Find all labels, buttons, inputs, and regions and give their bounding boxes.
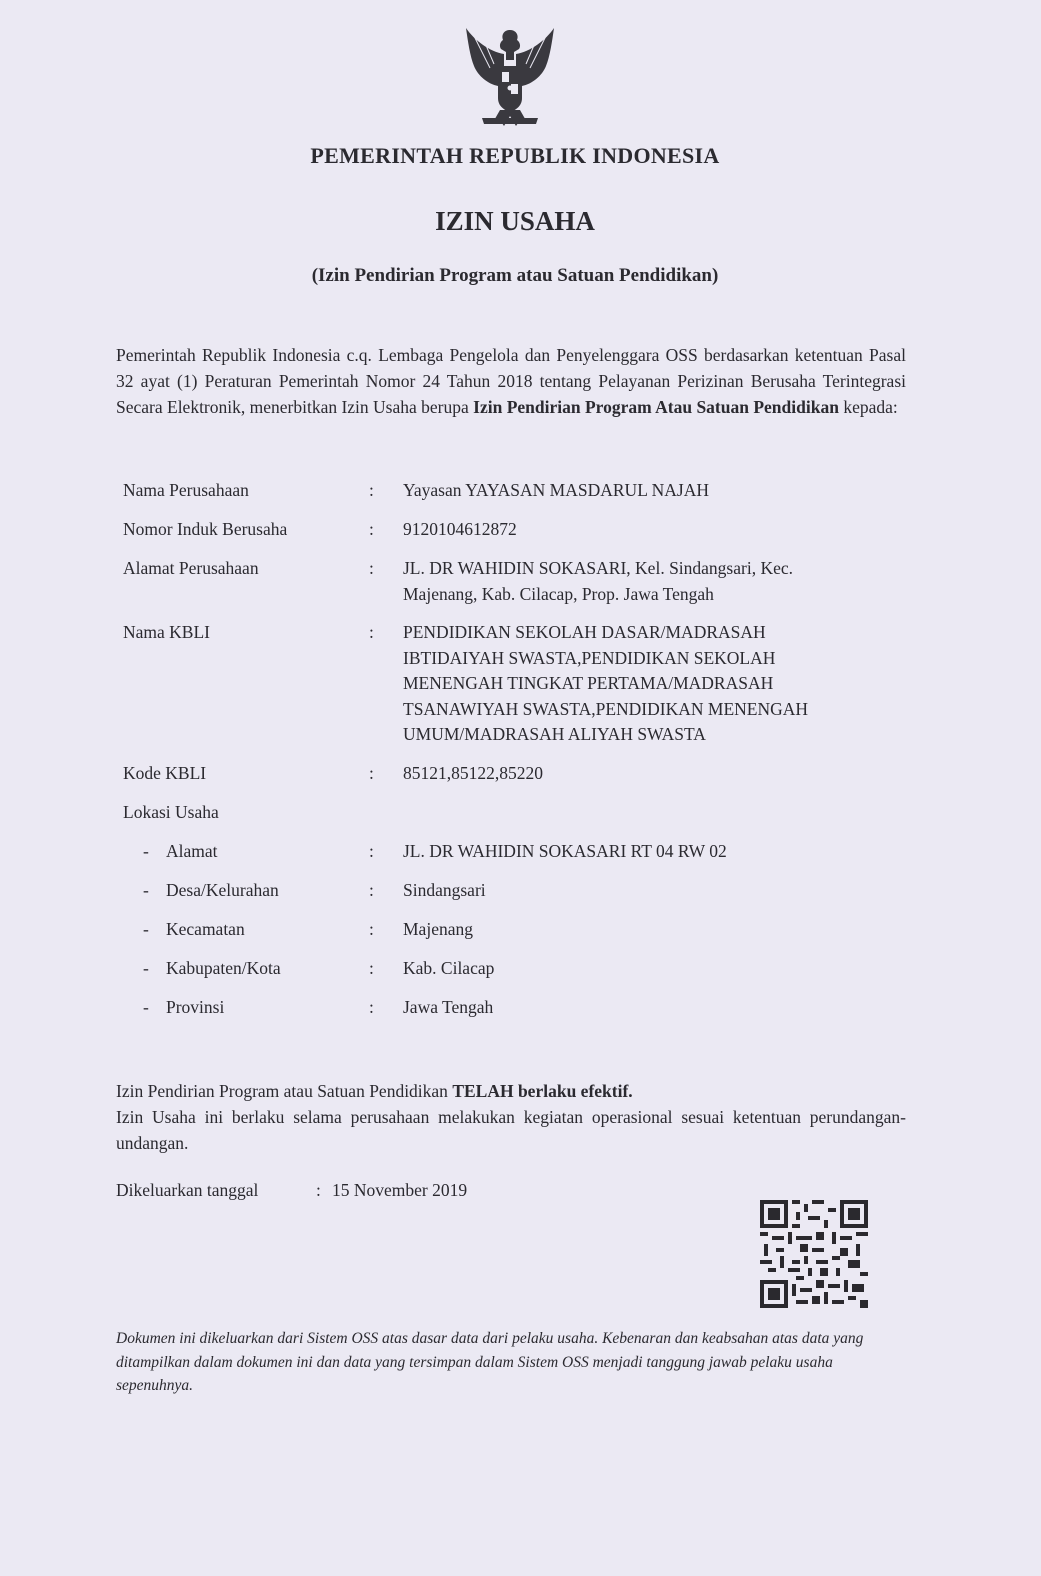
field-colon: : — [369, 558, 374, 578]
intro-bold: Izin Pendirian Program Atau Satuan Pendidikan — [473, 397, 839, 417]
field-label: Provinsi — [166, 997, 225, 1017]
field-label: Kode KBLI — [123, 763, 207, 783]
address-line: JL. DR WAHIDIN SOKASARI, Kel. Sindangsari, Kec. — [403, 558, 793, 578]
field-colon: : — [369, 763, 374, 783]
field-value: 9120104612872 — [403, 519, 517, 539]
field-colon: : — [369, 880, 374, 900]
status-bold: TELAH berlaku efektif. — [452, 1081, 633, 1101]
field-value: Sindangsari — [403, 880, 486, 900]
issued-label: Dikeluarkan tanggal — [116, 1180, 259, 1200]
issued-colon: : — [316, 1180, 321, 1200]
field-colon: : — [369, 622, 374, 642]
bullet-dash: - — [143, 958, 149, 978]
intro-paragraph — [116, 342, 906, 420]
field-colon: : — [369, 841, 374, 861]
field-colon: : — [369, 958, 374, 978]
field-label: Kecamatan — [166, 919, 245, 939]
field-label: Kabupaten/Kota — [166, 958, 281, 978]
issued-date: 15 November 2019 — [332, 1180, 468, 1200]
qr-code-icon — [760, 1200, 868, 1308]
validity-text: Izin Usaha ini berlaku selama perusahaan melakukan kegiatan operasional sesuai ketentuan perundangan-undangan. — [116, 1107, 906, 1153]
bullet-dash: - — [143, 880, 149, 900]
field-value: 85121,85122,85220 — [403, 763, 543, 783]
field-label: Nama Perusahaan — [123, 480, 249, 500]
bullet-dash: - — [143, 997, 149, 1017]
government-title: PEMERINTAH REPUBLIK INDONESIA — [310, 143, 720, 168]
field-label: Alamat Perusahaan — [123, 558, 259, 578]
document-subtitle: (Izin Pendirian Program atau Satuan Pendidikan) — [311, 265, 719, 286]
status-paragraph — [116, 1078, 906, 1156]
field-colon: : — [369, 919, 374, 939]
intro-text: Pemerintah Republik Indonesia c.q. Lembaga Pengelola dan Penyelenggara OSS berdasarkan ketentuan Pasal 32 ayat (1) Peraturan Pemerintah Nomor 24 Tahun 2018 tentang Pelayanan Perizinan Berusaha Terintegrasi Secara Elektronik, menerbitkan Izin Usaha berupa — [116, 345, 906, 417]
field-label: Desa/Kelurahan — [166, 880, 279, 900]
bullet-dash: - — [143, 841, 149, 861]
kbli-line: IBTIDAIYAH SWASTA,PENDIDIKAN SEKOLAH — [403, 647, 776, 668]
status-text: Izin Pendirian Program atau Satuan Pendidikan — [116, 1081, 453, 1101]
field-value: JL. DR WAHIDIN SOKASARI RT 04 RW 02 — [403, 841, 727, 861]
field-value: Jawa Tengah — [403, 997, 494, 1017]
field-value — [403, 556, 923, 607]
field-colon: : — [369, 480, 374, 500]
kbli-line: PENDIDIKAN SEKOLAH DASAR/MADRASAH — [403, 622, 766, 642]
field-colon: : — [369, 997, 374, 1017]
field-label: Nomor Induk Berusaha — [123, 519, 288, 539]
disclaimer: Dokumen ini dikeluarkan dari Sistem OSS atas dasar data dari pelaku usaha. Kebenaran dan keabsahan atas data yang ditampilkan dalam dokumen ini dan data yang tersimpan dalam Sistem OSS menjadi tanggung jawab pelaku usaha sepenuhnya. — [116, 1330, 864, 1394]
field-value: Yayasan YAYASAN MASDARUL NAJAH — [403, 480, 709, 500]
field-value — [403, 620, 923, 748]
field-value: Majenang — [403, 919, 473, 939]
garuda-emblem-icon — [460, 22, 560, 134]
field-label: Alamat — [166, 841, 218, 861]
bullet-dash: - — [143, 919, 149, 939]
field-label: Lokasi Usaha — [123, 802, 219, 822]
address-line: Majenang, Kab. Cilacap, Prop. Jawa Tengah — [403, 583, 714, 604]
issued-date-row — [116, 1180, 468, 1201]
intro-tail: kepada: — [838, 397, 898, 417]
field-colon: : — [369, 519, 374, 539]
kbli-line: TSANAWIYAH SWASTA,PENDIDIKAN MENENGAH — [403, 698, 809, 719]
field-label: Nama KBLI — [123, 622, 210, 642]
kbli-line: UMUM/MADRASAH ALIYAH SWASTA — [403, 724, 706, 744]
kbli-line: MENENGAH TINGKAT PERTAMA/MADRASAH — [403, 673, 774, 693]
field-value: Kab. Cilacap — [403, 958, 495, 978]
document-title: IZIN USAHA — [435, 206, 595, 236]
